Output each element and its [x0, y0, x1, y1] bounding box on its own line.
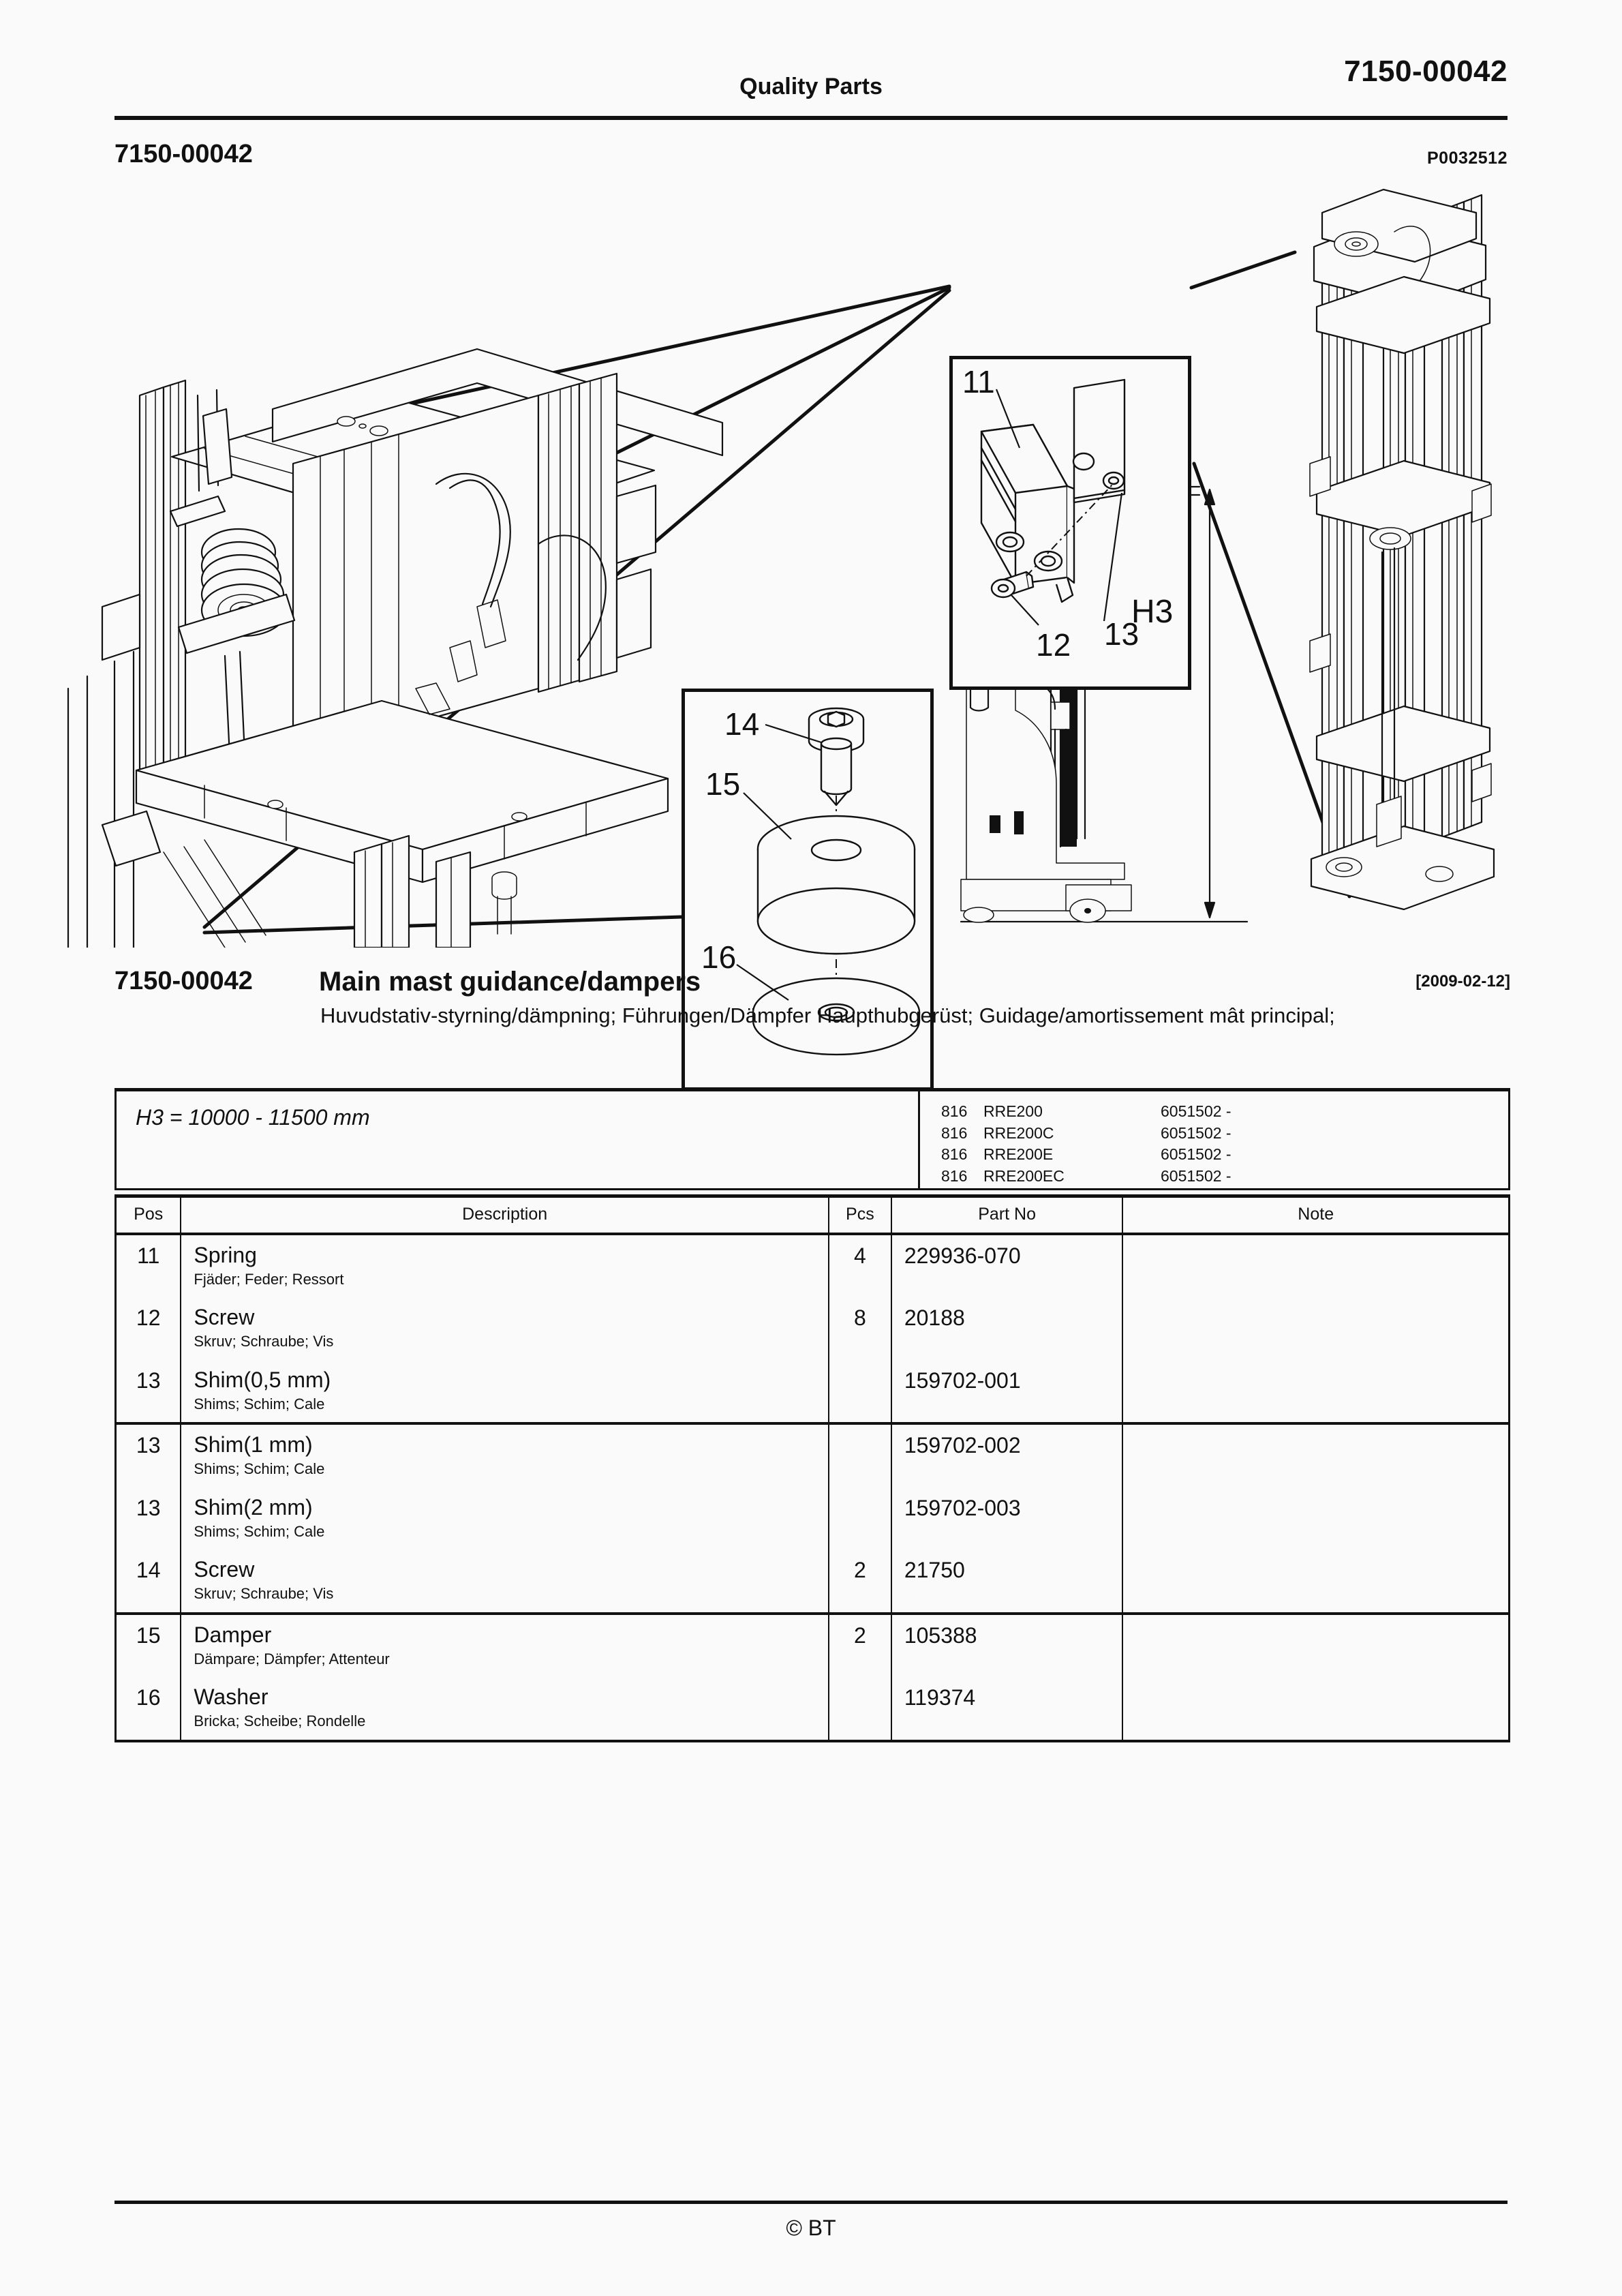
column-header-part: Part No	[891, 1196, 1123, 1235]
cell-position: 13	[136, 1495, 161, 1520]
page-header-code: 7150-00042	[1344, 55, 1508, 88]
model-category: 816	[941, 1102, 968, 1120]
cell-part-number: 119374	[904, 1685, 976, 1710]
model-name: RRE200	[983, 1102, 1043, 1120]
cell-note	[1123, 1550, 1508, 1558]
cell-note	[1123, 1615, 1508, 1623]
drawing-reference: P0032512	[1426, 149, 1508, 168]
column-header-pos: Pos	[116, 1196, 181, 1235]
cell-part-number: 159702-001	[904, 1368, 1021, 1393]
model-row	[941, 1144, 1231, 1166]
footer-rule	[114, 2201, 1508, 2204]
model-list	[941, 1101, 1231, 1188]
cell-description: Damper	[194, 1622, 272, 1647]
cell-description-translations: Shims; Schim; Cale	[194, 1460, 325, 1478]
cell-part-number: 21750	[904, 1558, 965, 1583]
cell-description-translations: Shims; Schim; Cale	[194, 1395, 325, 1413]
revision-date: [2009-02-12]	[1416, 972, 1510, 991]
callout-15: 15	[705, 766, 741, 802]
cell-note	[1123, 1235, 1508, 1243]
cell-description-translations: Skruv; Schraube; Vis	[194, 1585, 334, 1603]
cell-description: Spring	[194, 1243, 257, 1267]
detail-view-spring-shim	[949, 356, 1191, 690]
cell-description-translations: Bricka; Scheibe; Rondelle	[194, 1712, 366, 1729]
cell-position: 14	[136, 1558, 161, 1583]
column-header-note: Note	[1122, 1196, 1509, 1235]
table-row	[116, 1677, 1510, 1740]
header-rule	[114, 116, 1508, 120]
title-code: 7150-00042	[114, 967, 253, 995]
cell-pieces: 4	[853, 1243, 866, 1268]
cell-part-number: 229936-070	[904, 1243, 1021, 1268]
spec-divider	[918, 1091, 920, 1188]
model-name: RRE200C	[983, 1123, 1054, 1142]
page-title: Main mast guidance/dampers	[319, 967, 701, 997]
cell-note	[1123, 1487, 1508, 1496]
specification-box	[114, 1088, 1510, 1190]
parts-table	[114, 1194, 1510, 1742]
callout-16: 16	[701, 939, 737, 975]
cell-pieces	[829, 1425, 891, 1433]
column-header-desc: Description	[181, 1196, 829, 1235]
cell-note	[1123, 1297, 1508, 1305]
footer-copyright: © BT	[786, 2216, 836, 2240]
model-serial-range: 6051502 -	[1161, 1167, 1231, 1185]
model-serial-range: 6051502 -	[1161, 1102, 1231, 1120]
model-row	[941, 1123, 1231, 1145]
table-row	[116, 1297, 1510, 1359]
model-category: 816	[941, 1167, 968, 1185]
cell-part-number: 105388	[904, 1622, 977, 1648]
page-header-title: Quality Parts	[739, 74, 883, 100]
multilingual-subtitle: Huvudstativ-styrning/dämpning; Führungen/Dämpfer Haupthubgerüst; Guidage/amortissement mât principal;	[320, 1003, 1335, 1027]
illustration-area	[0, 170, 1622, 975]
section-code: 7150-00042	[114, 140, 253, 168]
callout-13: 13	[1104, 616, 1139, 652]
socket-screw	[809, 708, 863, 805]
model-serial-range: 6051502 -	[1161, 1123, 1231, 1142]
model-serial-range: 6051502 -	[1161, 1145, 1231, 1164]
model-row	[941, 1101, 1231, 1123]
cell-pieces: 2	[853, 1558, 866, 1583]
cell-description: Screw	[194, 1305, 255, 1330]
mast-carriage-assembly-drawing	[68, 349, 722, 948]
table-row	[116, 1234, 1510, 1297]
cell-description: Shim(2 mm)	[194, 1494, 313, 1520]
cell-pieces	[829, 1360, 891, 1368]
title-block	[114, 967, 1510, 997]
cell-position: 15	[136, 1622, 161, 1648]
cell-position: 12	[136, 1305, 161, 1331]
detail-view-damper	[682, 689, 934, 1091]
cell-pieces	[829, 1677, 891, 1685]
column-header-pcs: Pcs	[829, 1196, 891, 1235]
model-name: RRE200E	[983, 1145, 1054, 1164]
cell-position: 13	[136, 1433, 161, 1458]
cell-description-translations: Skruv; Schraube; Vis	[194, 1333, 334, 1350]
shim-plate	[1073, 380, 1124, 502]
cell-note	[1123, 1360, 1508, 1368]
cell-description-translations: Shims; Schim; Cale	[194, 1522, 325, 1540]
cell-pieces	[829, 1487, 891, 1496]
cell-description-translations: Dämpare; Dämpfer; Attenteur	[194, 1650, 390, 1667]
h3-dimension-line	[1205, 489, 1214, 918]
cell-position: 11	[137, 1243, 160, 1268]
model-category: 816	[941, 1145, 968, 1164]
cell-description: Screw	[194, 1557, 255, 1582]
cell-part-number: 20188	[904, 1305, 965, 1331]
triplex-mast-drawing	[1310, 190, 1494, 909]
callout-12: 12	[1036, 627, 1071, 663]
table-row	[116, 1614, 1510, 1677]
cell-description: Shim(1 mm)	[194, 1432, 313, 1457]
parts-table-body	[116, 1234, 1510, 1741]
cell-part-number: 159702-003	[904, 1495, 1021, 1520]
cell-description: Washer	[194, 1685, 269, 1710]
h3-dimension-label: H3	[1131, 594, 1174, 630]
cell-pieces: 8	[853, 1305, 866, 1331]
cell-description-translations: Fjäder; Feder; Ressort	[194, 1270, 344, 1288]
model-category: 816	[941, 1123, 968, 1142]
table-header-row	[116, 1196, 1510, 1235]
cell-note	[1123, 1425, 1508, 1433]
cell-description: Shim(0,5 mm)	[194, 1367, 331, 1392]
cell-position: 13	[136, 1368, 161, 1393]
table-row	[116, 1423, 1510, 1487]
table-row	[116, 1360, 1510, 1423]
cell-note	[1123, 1677, 1508, 1685]
callout-14: 14	[724, 706, 760, 742]
cell-pieces: 2	[853, 1622, 866, 1648]
damper-cylinder	[758, 816, 915, 954]
cell-part-number: 159702-002	[904, 1433, 1021, 1458]
model-row	[941, 1166, 1231, 1188]
table-row	[116, 1487, 1510, 1550]
cell-position: 16	[136, 1685, 161, 1710]
table-row	[116, 1550, 1510, 1613]
h3-range-note: H3 = 10000 - 11500 mm	[136, 1105, 370, 1130]
callout-11: 11	[962, 364, 995, 399]
model-name: RRE200EC	[983, 1167, 1065, 1185]
